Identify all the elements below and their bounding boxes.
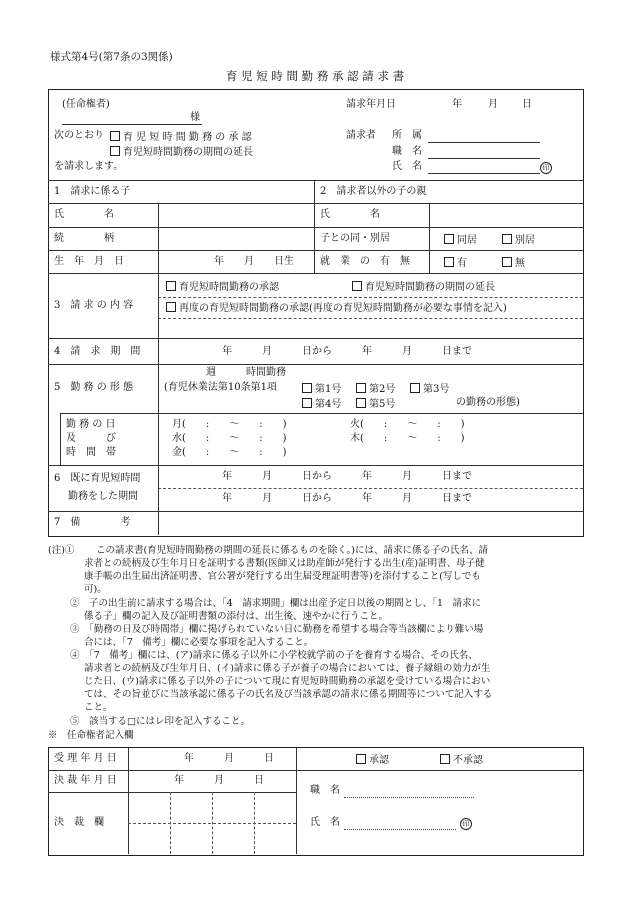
note-4c: じた日、(ウ)請求に係る子以外の子について現に育児短時間勤務の承認を受けている場合におい — [84, 676, 491, 687]
reject-option[interactable]: 不承認 — [440, 754, 483, 766]
post-label: 職 名 — [392, 146, 422, 157]
sama-label: 様 — [190, 112, 200, 123]
content-option-approval[interactable]: 育児短時間勤務の承認 — [166, 281, 279, 293]
note-4b: 請求者との続柄及び生年月日、(イ)請求に係る子が養子の場合においては、養子縁組の効力が生 — [84, 663, 491, 674]
friday-hours: 金( : 〜 : ) — [172, 447, 287, 458]
note-1b: 求者との続柄及び生年月日を証明する書類(医師又は助産師が発行する出生(産)証明書、母子健 — [84, 558, 485, 569]
decided-date-label: 決 裁 年 月 日 — [54, 775, 117, 786]
wednesday-hours: 水( : 〜 : ) — [172, 433, 287, 444]
note-4d: ては、その旨並びに当該承認に係る子の氏名及び当該承認の請求に係る期間等について記入する — [84, 689, 493, 700]
checkbox[interactable] — [356, 383, 366, 393]
note-2b: 係る子」欄の記入及び証明書類の添付は、出生後、速やかに行うこと。 — [84, 611, 389, 622]
checkbox[interactable] — [502, 257, 512, 267]
weekly-hours: 週 時間勤務 — [206, 367, 286, 378]
checkbox[interactable] — [444, 257, 454, 267]
authority-seal-icon: 印 — [460, 818, 472, 830]
note-3: ③ 「勤務の日及び時間帯」欄に掲げられていない日に勤務を希望する場合等当該欄により難い場 — [70, 624, 484, 635]
checkbox[interactable] — [444, 234, 454, 244]
work-form-suffix: の勤務の形態) — [456, 397, 520, 408]
prior-period-1: 年 月 日から 年 月 日まで — [222, 471, 472, 482]
note-5: ⑤ 該当する□にはレ印を記入すること。 — [70, 716, 250, 727]
date-year: 年 — [452, 99, 462, 110]
note-prefix: (注)① — [48, 545, 75, 556]
item-no3[interactable]: 第3号 — [410, 383, 449, 395]
post-line — [428, 158, 540, 159]
child-relation-label: 続 柄 — [54, 233, 114, 244]
decided-date-value: 年 月 日 — [174, 775, 264, 786]
work-days-label-1: 勤 務 の 日 — [66, 419, 116, 430]
child-name-label: 氏 名 — [54, 209, 114, 220]
date-month: 月 — [488, 99, 498, 110]
received-date-value: 年 月 日 — [184, 753, 274, 764]
child-birth-label: 生 年 月 日 — [54, 256, 124, 267]
note-1: この請求書(育児短時間勤務の期間の延長に係るものを除く。)には、請求に係る子の氏名、請 — [96, 545, 488, 556]
name-label: 氏 名 — [392, 161, 422, 172]
checkbox[interactable] — [166, 281, 176, 291]
item-no5[interactable]: 第5号 — [356, 398, 395, 410]
request-period-value: 年 月 日から 年 月 日まで — [222, 346, 472, 357]
item-no4[interactable]: 第4号 — [302, 398, 341, 410]
dept-label: 所 属 — [392, 130, 422, 141]
section-3-label: 3 請 求 の 内 容 — [54, 300, 134, 311]
authority-post-label: 職 名 — [310, 785, 340, 796]
option-approval[interactable]: 育 児 短 時 間 勤 務 の 承 認 — [110, 131, 252, 143]
request-date-label: 請求年月日 — [346, 99, 396, 110]
form-number: 様式第4号(第7条の3関係) — [50, 51, 173, 63]
cohabit-label: 子との同・別居 — [320, 233, 390, 244]
authority-section-label: ※ 任命権者記入欄 — [48, 730, 134, 741]
date-day: 日 — [522, 99, 532, 110]
page-title: 育 児 短 時 間 勤 務 承 認 請 求 書 — [225, 69, 405, 83]
content-option-reapproval[interactable]: 再度の育児短時間勤務の承認(再度の育児短時間勤務が必要な事情を記入) — [166, 302, 507, 314]
tuesday-hours: 火( : 〜 : ) — [350, 419, 465, 430]
checkbox[interactable] — [356, 398, 366, 408]
work-days-label-3: 時 間 帯 — [66, 447, 116, 458]
checkbox[interactable] — [410, 383, 420, 393]
monday-hours: 月( : 〜 : ) — [172, 419, 287, 430]
section-6-label-2: 勤務をした期間 — [68, 491, 138, 502]
received-date-label: 受 理 年 月 日 — [54, 753, 117, 764]
name-line — [428, 173, 540, 174]
cohabit-separate-option[interactable]: 別居 — [502, 234, 535, 246]
request-suffix: を請求します。 — [54, 161, 124, 172]
section-7-label: 7 備 考 — [54, 517, 131, 528]
note-4: ④ 「7 備考」欄には、(ア)請求に係る子以外に小学校就学前の子を養育する場合、その氏名、 — [70, 650, 478, 661]
note-2: ② 子の出生前に請求する場合は、「4 請求期間」欄は出産予定日以後の期間とし、「1 請求に — [70, 598, 482, 609]
checkbox[interactable] — [440, 754, 450, 764]
employment-yes-option[interactable]: 有 — [444, 257, 467, 269]
employment-no-option[interactable]: 無 — [502, 257, 525, 269]
item-no2[interactable]: 第2号 — [356, 383, 395, 395]
checkbox[interactable] — [166, 302, 176, 312]
intro-text: 次のとおり — [54, 130, 104, 141]
thursday-hours: 木( : 〜 : ) — [350, 433, 465, 444]
appointer-line — [62, 124, 202, 125]
content-option-extension[interactable]: 育児短時間勤務の期間の延長 — [352, 281, 495, 293]
checkbox[interactable] — [302, 398, 312, 408]
note-1d: 可)。 — [84, 584, 107, 595]
checkbox[interactable] — [356, 754, 366, 764]
section-5-label: 5 勤 務 の 形 態 — [54, 382, 134, 393]
checkbox[interactable] — [110, 146, 120, 156]
note-3b: 合には、「7 備考」欄に必要な事項を記入すること。 — [84, 637, 314, 648]
employment-label: 就 業 の 有 無 — [320, 256, 410, 267]
work-days-label-2: 及 び — [66, 433, 116, 444]
section-2-label: 2 請求者以外の子の親 — [320, 186, 427, 197]
prior-period-2: 年 月 日から 年 月 日まで — [222, 493, 472, 504]
checkbox[interactable] — [352, 281, 362, 291]
appointer-label: (任命権者) — [62, 99, 110, 110]
item-no1[interactable]: 第1号 — [302, 383, 341, 395]
law-reference: (育児休業法第10条第1項 — [164, 382, 277, 393]
checkbox[interactable] — [302, 383, 312, 393]
section-1-label: 1 請求に係る子 — [54, 186, 131, 197]
child-birth-value: 年 月 日生 — [214, 256, 294, 267]
section-6-label-1: 6 既に育児短時間 — [54, 473, 141, 484]
cohabit-same-option[interactable]: 同居 — [444, 234, 477, 246]
requester-label: 請求者 — [346, 130, 376, 141]
approve-option[interactable]: 承認 — [356, 754, 389, 766]
checkbox[interactable] — [502, 234, 512, 244]
section-4-label: 4 請 求 期 間 — [54, 346, 141, 357]
option-extension[interactable]: 育児短時間勤務の期間の延長 — [110, 146, 253, 158]
checkbox[interactable] — [110, 131, 120, 141]
note-1c: 康手帳の出生届出済証明書、官公署が発行する出生届受理証明書等)を添付すること(写しでも — [84, 571, 481, 582]
dept-line — [428, 142, 540, 143]
seal-icon: 印 — [540, 162, 552, 174]
decision-box-label: 決 裁 欄 — [54, 817, 104, 828]
authority-name-label: 氏 名 — [310, 817, 340, 828]
parent-name-label: 氏 名 — [320, 209, 380, 220]
note-4e: こと。 — [84, 702, 113, 713]
